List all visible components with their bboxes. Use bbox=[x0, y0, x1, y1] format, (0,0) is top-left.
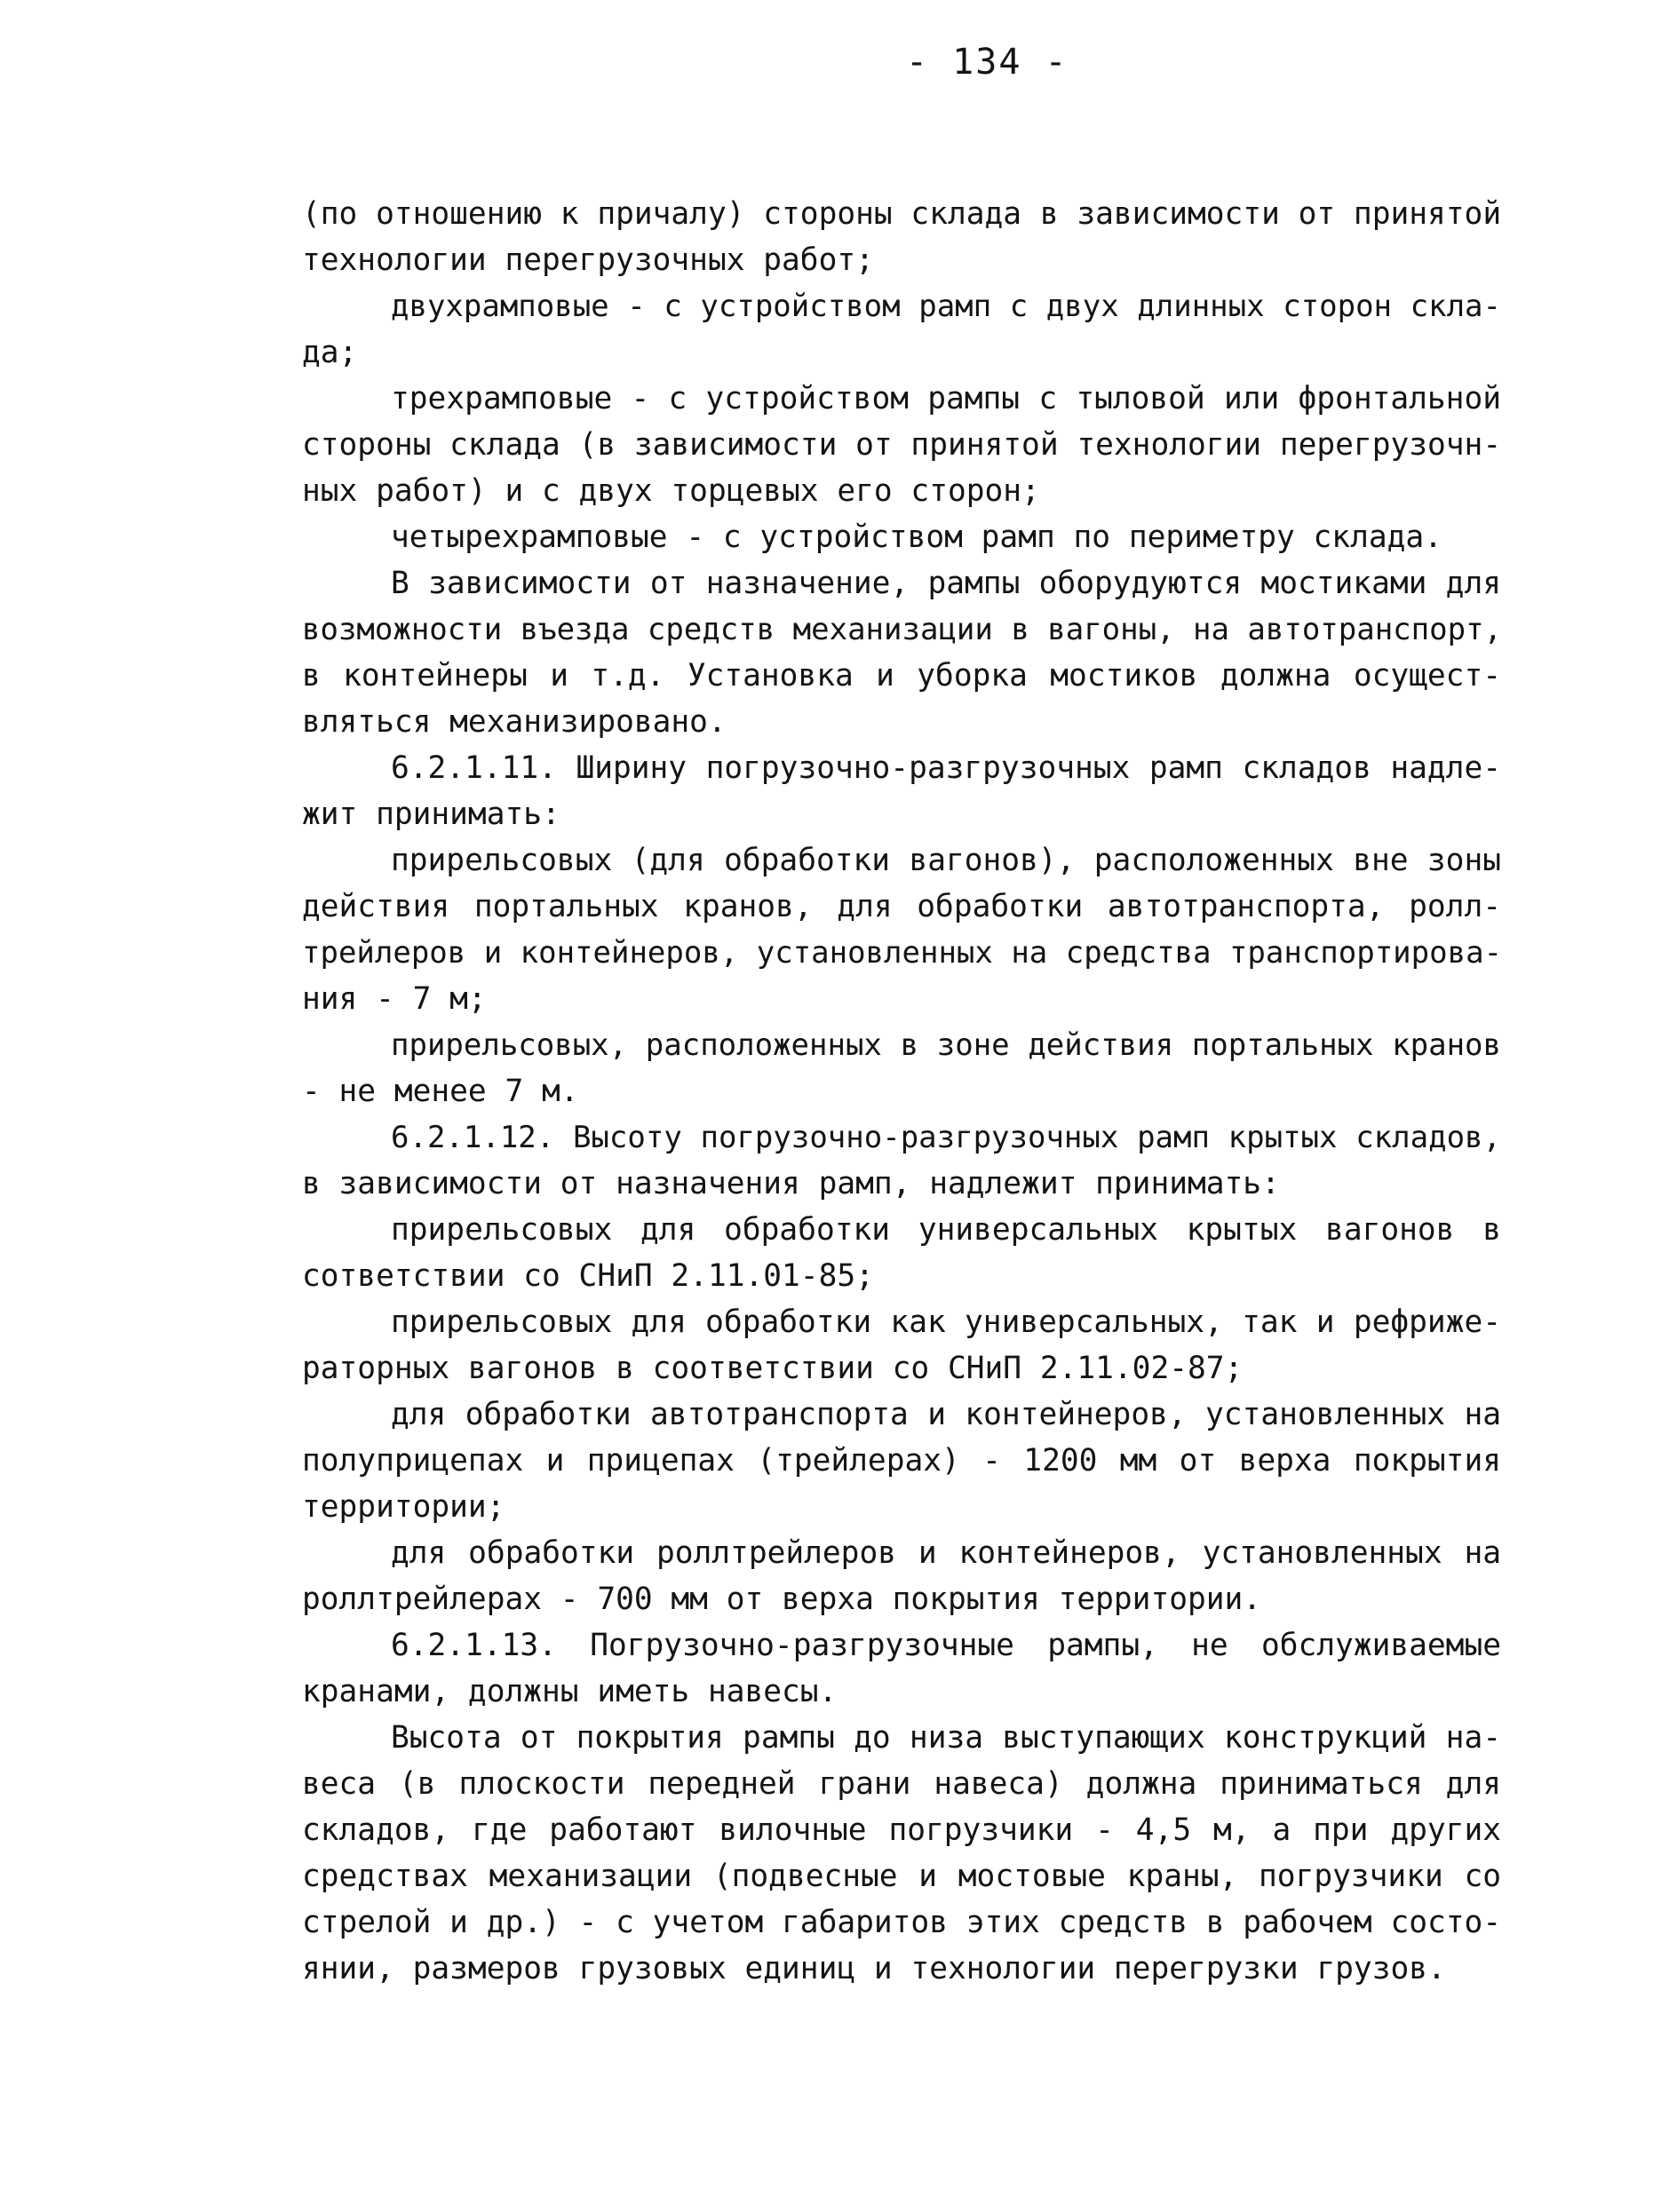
text-line: в контейнеры и т.д. Установка и уборка мостиков должна осущест- bbox=[302, 658, 1501, 694]
text-line: жит принимать: bbox=[302, 797, 560, 832]
text-line: да; bbox=[302, 335, 358, 370]
text-line: стрелой и др.) - с учетом габаритов этих средств в рабочем состо- bbox=[302, 1905, 1502, 1940]
text-line: раторных вагонов в соответствии со СНиП 2.11.02-87; bbox=[302, 1351, 1244, 1386]
text-line: прирельсовых для обработки как универсальных, так и рефриже- bbox=[391, 1304, 1501, 1340]
text-line: трехрамповые - с устройством рампы с тыловой или фронтальной bbox=[391, 381, 1501, 416]
text-line: прирельсовых (для обработки вагонов), расположенных вне зоны bbox=[391, 843, 1501, 878]
text-line: для обработки автотранспорта и контейнеров, установленных на bbox=[391, 1397, 1501, 1432]
text-line: стороны склада (в зависимости от принятой технологии перегрузочн- bbox=[302, 427, 1502, 463]
text-line: действия портальных кранов, для обработки автотранспорта, ролл- bbox=[302, 889, 1501, 924]
text-line: В зависимости от назначение, рампы оборудуются мостиками для bbox=[391, 566, 1501, 601]
text-line: прирельсовых, расположенных в зоне действия портальных кранов bbox=[391, 1027, 1501, 1063]
text-line: 6.2.1.13. Погрузочно-разгрузочные рампы, не обслуживаемые bbox=[391, 1628, 1501, 1663]
text-line: (по отношению к причалу) стороны склада в зависимости от принятой bbox=[302, 196, 1502, 232]
text-line: для обработки роллтрейлеров и контейнеров, установленных на bbox=[391, 1535, 1501, 1571]
text-line: технологии перегрузочных работ; bbox=[302, 242, 874, 278]
text-line: 6.2.1.12. Высоту погрузочно-разгрузочных рамп крытых складов, bbox=[391, 1120, 1501, 1155]
text-line: территории; bbox=[302, 1489, 505, 1525]
text-line: Высота от покрытия рампы до низа выступающих конструкций на- bbox=[391, 1720, 1501, 1756]
text-line: прирельсовых для обработки универсальных крытых вагонов в bbox=[391, 1212, 1501, 1248]
text-line: двухрамповые - с устройством рамп с двух длинных сторон скла- bbox=[391, 289, 1501, 324]
text-line: четырехрамповые - с устройством рамп по периметру склада. bbox=[391, 519, 1442, 555]
text-line: ния - 7 м; bbox=[302, 981, 487, 1017]
text-line: трейлеров и контейнеров, установленных на средства транспортирова- bbox=[302, 935, 1503, 971]
text-line: веса (в плоскости передней грани навеса) должна приниматься для bbox=[302, 1766, 1501, 1802]
text-line: кранами, должны иметь навесы. bbox=[302, 1674, 838, 1709]
text-line: ных работ) и с двух торцевых его сторон; bbox=[302, 473, 1040, 509]
text-line: - не менее 7 м. bbox=[302, 1074, 579, 1109]
text-line: сответствии со СНиП 2.11.01-85; bbox=[302, 1258, 874, 1294]
text-line: полуприцепах и прицепах (трейлерах) - 1200 мм от верха покрытия bbox=[302, 1443, 1501, 1479]
text-line: складов, где работают вилочные погрузчики - 4,5 м, а при других bbox=[302, 1812, 1501, 1848]
text-line: 6.2.1.11. Ширину погрузочно-разгрузочных рамп складов надле- bbox=[391, 750, 1501, 786]
text-line: вляться механизировано. bbox=[302, 704, 727, 740]
text-line: средствах механизации (подвесные и мостовые краны, погрузчики со bbox=[302, 1859, 1501, 1894]
text-line: янии, размеров грузовых единиц и технологии перегрузки грузов. bbox=[302, 1951, 1446, 1986]
text-line: роллтрейлерах - 700 мм от верха покрытия территории. bbox=[302, 1582, 1262, 1617]
page-number: - 134 - bbox=[906, 42, 1069, 83]
text-line: в зависимости от назначения рамп, надлежит принимать: bbox=[302, 1166, 1280, 1201]
text-line: возможности въезда средств механизации в вагоны, на автотранспорт, bbox=[302, 612, 1503, 647]
